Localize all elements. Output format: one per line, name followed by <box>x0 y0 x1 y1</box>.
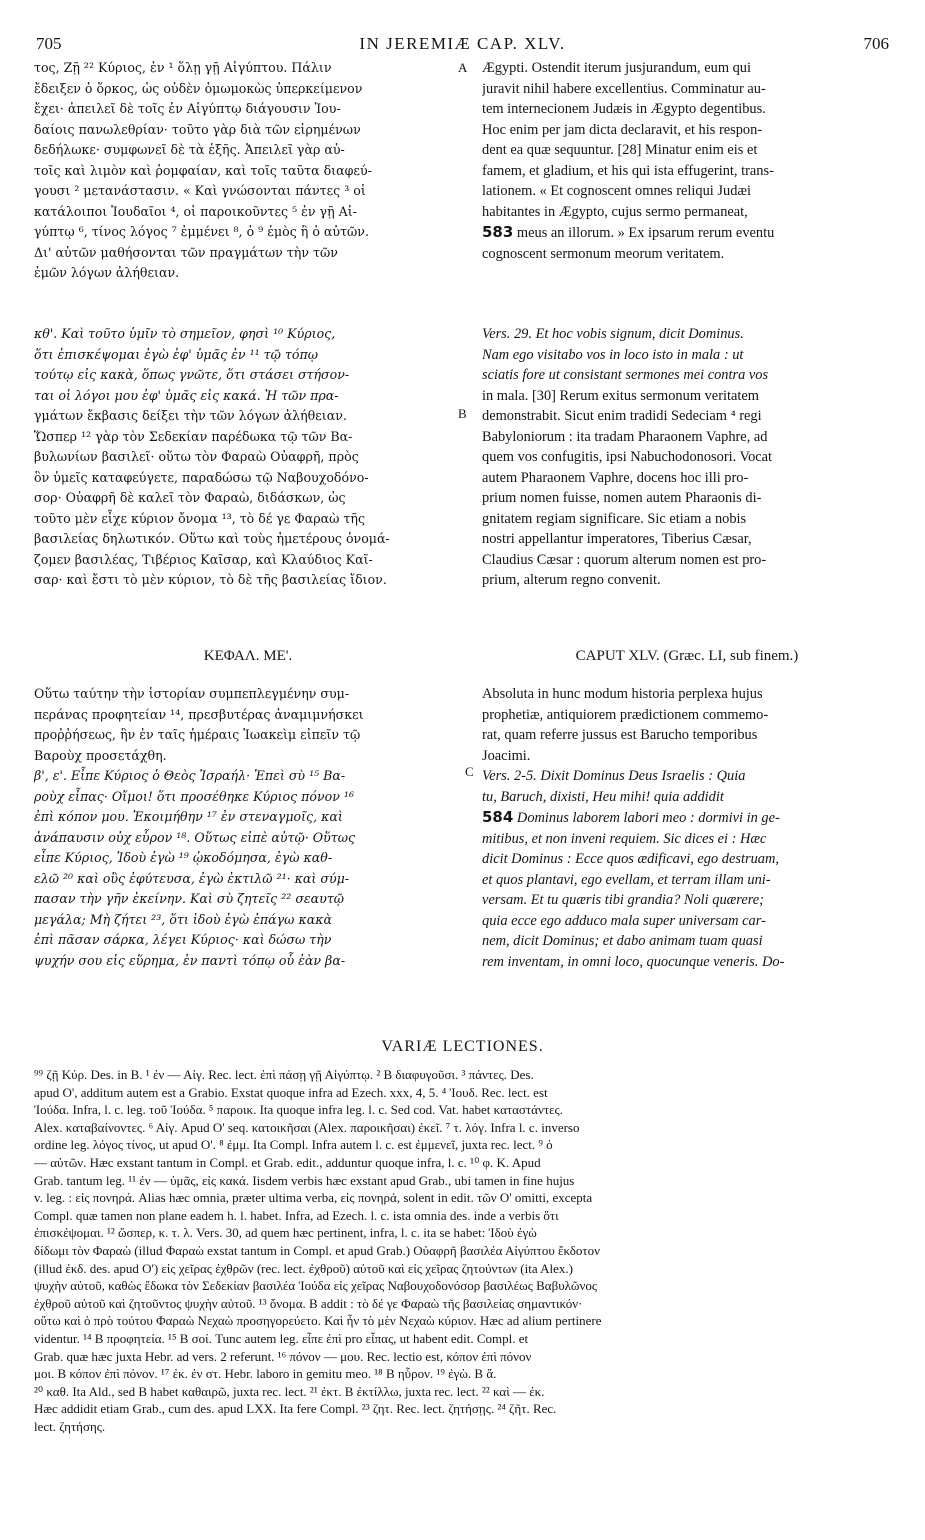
latin-line: prophetiæ, antiquiorem prædictionem commemo- <box>482 706 769 723</box>
latin-line: Joacimi. <box>482 747 531 764</box>
latin-line: tem internecionem Judæis in Ægypto degentibus. <box>482 101 766 117</box>
latin-line: Ægypti. Ostendit iterum jusjurandum, eum qui <box>482 60 752 76</box>
greek-line: σαρ· καὶ ἔστι τὸ μὲν κύριον, τὸ δὲ τῆς βασιλείας ἴδιον. <box>34 572 387 587</box>
greek-line: Βαροὺχ προσετάχθη. <box>34 747 167 763</box>
latin-line: versam. Et tu quæris tibi grandia? Noli quærere; <box>482 892 764 908</box>
greek-line: τοῖς καὶ λιμὸν καὶ ῥομφαίαν, καὶ τοῖς ταῦτα διαφεύ- <box>34 162 372 178</box>
latin-line <box>482 222 892 244</box>
note-line: lect. ζητήσης. <box>34 1418 106 1434</box>
greek-line: ζομεν βασιλέας, Τιβέριος Καῖσαρ, καὶ Κλαύδιος Καῖ- <box>34 551 373 567</box>
latin-line: prium, alterum regno convenit. <box>482 572 661 588</box>
page-number-right: 706 <box>863 34 889 53</box>
note-line: Ἰούδα. Infra, l. c. leg. τοῦ Ἰούδα. ⁵ παροικ. Ita quoque infra leg. l. c. Sed cod. Vat. habet καταστάντες. <box>34 1102 563 1118</box>
latin-line: quem vos confugitis, ipsi Nabuchodonosori. Vocat <box>482 449 773 465</box>
greek-chapter-heading: ΚΕΦΑΛ. ΜΕ'. <box>203 648 293 664</box>
latin-line: sciatis fore ut consistant sermones mei contra vos <box>482 367 769 383</box>
latin-column-top <box>482 58 892 264</box>
latin-line: rat, quam referre jussus est Barucho temporibus <box>482 727 758 743</box>
note-line: apud O', additum autem est a Grabio. Exstat quoque infra ad Ezech. xxx, 4, 5. ⁴ Ἰουδ. Rec. lect. est <box>34 1084 548 1100</box>
greek-line: εἶπε Κύριος, Ἰδοὺ ἐγὼ ¹⁹ ᾠκοδόμησα, ἐγὼ καθ- <box>34 850 333 865</box>
greek-line: τοῦτο μὲν εἶχε κύριον ὄνομα ¹³, τὸ δέ γε Φαραὼ τῆς <box>34 510 365 526</box>
latin-line: tu, Baruch, dixisti, Heu mihi! quia addidit <box>482 788 724 805</box>
greek-line: δεδήλωκε· συμφωνεῖ δὲ τὰ ἑξῆς. Ἀπειλεῖ γὰρ αὐ- <box>34 142 345 157</box>
note-line: Hæc addidit etiam Grab., cum des. apud LXX. Ita fere Compl. ²³ ζητ. Rec. lect. ζητήσῃς. ²⁴ ζῆτ. Rec. <box>34 1401 557 1417</box>
note-line: οὕτω καὶ ὁ πρὸ τούτου Φαραὼ Νεχαὼ προσηγορεύετο. Καὶ ἦν τὸ μὲν Νεχαὼ κύριον. Hæc ad alium pertinere <box>34 1313 602 1329</box>
greek-line: ἀνάπαυσιν οὐχ εὗρον ¹⁸. Οὕτως εἰπὲ αὐτῷ· Οὕτως <box>34 829 356 845</box>
note-line: ²⁰ καθ. Ita Ald., sed B habet καθαιρῶ, juxta rec. lect. ²¹ ἐκτ. B ἐκτίλλω, juxta rec. lect. ²² καὶ — ἐκ. <box>34 1383 545 1399</box>
greek-line: ροὺχ εἶπας· Οἴμοι! ὅτι προσέθηκε Κύριος πόνον ¹⁶ <box>34 788 354 804</box>
latin-line: habitantes in Ægypto, cujus sermo permaneat, <box>482 203 748 220</box>
latin-line: juravit nihil habere excellentius. Comminatur au- <box>482 80 766 97</box>
greek-line: ψυχήν σου εἰς εὕρημα, ἐν παντὶ τόπῳ οὗ ἐὰν βα- <box>34 952 346 968</box>
greek-line: ελῶ ²⁰ καὶ οὓς ἐφύτευσα, ἐγὼ ἐκτιλῶ ²¹· καὶ σύμ- <box>34 870 350 886</box>
latin-line: Claudius Cæsar : quorum alterum nomen est pro- <box>482 551 767 568</box>
latin-line: cognoscent sermonum meorum veritatem. <box>482 245 725 262</box>
note-line: Grab. tantum leg. ¹¹ ἐν — ὑμᾶς, εἰς κακά. Iisdem verbis hæc exstant apud Grab., ubi tamen in fine hujus <box>34 1172 575 1188</box>
greek-line: ἐμῶν λόγων ἀλήθειαν. <box>34 265 180 280</box>
greek-line: βασιλείας δηλωτικόν. Οὕτω καὶ τοὺς ἡμετέρους ὀνομά- <box>34 531 390 546</box>
latin-line: in mala. [30] Rerum exitus sermonum veritatem <box>482 387 759 404</box>
greek-line: προῤῥήσεως, ἣν ἐν ταῖς ἡμέραις Ἰωακεὶμ εἰπεῖν τῷ <box>34 727 361 742</box>
latin-line: autem Pharaonem Vaphre, docens hoc illi pro- <box>482 469 749 486</box>
note-line: videntur. ¹⁴ B προφητεία. ¹⁵ B σοί. Tunc autem leg. εἶπε ἐπὶ pro εἶπας, ut habent edit. Compl. et <box>34 1330 529 1346</box>
latin-line: Nam ego visitabo vos in loco isto in mala : ut <box>482 346 744 363</box>
latin-line: gnitatem regiam significare. Sic etiam a nobis <box>482 510 747 527</box>
note-line: Compl. quæ tamen non plane eadem h. l. habet. Infra, ad Ezech. l. c. ista omnia des. inde a verbis ὅτι <box>34 1207 559 1223</box>
running-header <box>36 34 889 56</box>
greek-line: βυλωνίων βασιλεῖ· οὕτω τὸν Φαραὼ Οὐαφρῆ, πρὸς <box>34 449 359 464</box>
note-line: Alex. καταβαίνοντες. ⁶ Αἰγ. Apud O' seq. κατοικῆσαι (Alex. παροικῆσαι) ἐκεῖ. ⁷ τ. λόγ. Infra l. c. inverso <box>34 1119 580 1135</box>
greek-line: τούτῳ εἰς κακὰ, ὅπως γνῶτε, ὅτι στάσει στήσον- <box>34 367 350 382</box>
greek-line: Δι' αὐτῶν μαθήσονται τῶν πραγμάτων τὴν τῶν <box>34 244 338 260</box>
latin-line: rem inventam, in omni loco, quocunque veneris. Do- <box>482 953 785 970</box>
latin-column-middle <box>482 324 892 591</box>
note-line: ἐπισκέψομαι. ¹² ὥσπερ, κ. τ. λ. Vers. 30, ad quem hæc pertinent, infra, l. c. ita se habet: Ἰδοὺ ἐγὼ <box>34 1225 537 1241</box>
greek-line: πασαν τὴν γῆν ἐκείνην. Καὶ σὺ ζητεῖς ²² σεαυτῷ <box>34 891 345 906</box>
greek-line: δαίοις πανωλεθρίαν· τοῦτο γὰρ διὰ τῶν εἰρημένων <box>34 121 361 137</box>
note-line: — αὐτῶν. Hæc exstant tantum in Compl. et Grab. edit., adduntur quoque infra, l. c. ¹⁰ φ. K. Apud <box>34 1154 541 1170</box>
greek-line: ὅτι ἐπισκέψομαι ἐγὼ ἐφ' ὑμᾶς ἐν ¹¹ τῷ τόπῳ <box>34 346 319 362</box>
note-line: ordine leg. λόγος τίνος, ut apud O'. ⁸ ἐμμ. Ita Compl. Infra autem l. c. est ἐμμενεῖ, juxta rec. lect. ⁹ ὁ <box>34 1137 553 1153</box>
patrologia-page-marker: 583 <box>482 223 514 241</box>
variae-lectiones-notes <box>34 1066 892 1435</box>
latin-line: Vers. 29. Et hoc vobis signum, dicit Dominus. <box>482 326 744 342</box>
variae-lectiones-title: VARIÆ LECTIONES. <box>381 1038 544 1055</box>
greek-line: γουσι ² μετανάστασιν. « Καὶ γνώσονται πάντες ³ οἱ <box>34 183 366 198</box>
greek-line: κατάλοιποι Ἰουδαῖοι ⁴, οἱ παροικοῦντες ⁵ ἐν γῇ Αἰ- <box>34 203 357 219</box>
greek-column-top <box>34 58 462 284</box>
greek-line: τος, Ζῇ ²² Κύριος, ἐν ¹ ὅλῃ γῇ Αἰγύπτου. Πάλιν <box>34 60 332 75</box>
greek-line: ἔχει· ἀπειλεῖ δὲ τοῖς ἐν Αἰγύπτῳ διάγουσιν Ἰου- <box>34 101 341 116</box>
greek-line: ται οἱ λόγοι μου ἐφ' ὑμᾶς εἰς κακά. Ἡ τῶν πρα- <box>34 387 339 403</box>
latin-line-text: Dominus laborem labori meo : dormivi in ge- <box>516 810 780 826</box>
running-title: IN JEREMIÆ CAP. XLV. <box>359 34 566 53</box>
greek-line: κθ'. Καὶ τοῦτο ὑμῖν τὸ σημεῖον, φησὶ ¹⁰ Κύριος, <box>34 326 336 341</box>
greek-line: περάνας προφητείαν ¹⁴, πρεσβυτέρας ἀναμιμνήσκει <box>34 706 364 722</box>
note-line: ψυχὴν αὐτοῦ, καθὼς ἔδωκα τὸν Σεδεκίαν βασιλέα Ἰούδα εἰς χεῖρας Ναβουχοδονόσορ βασιλέως Βαβυλῶνος <box>34 1278 598 1294</box>
note-line: v. leg. : εἰς πονηρά. Alias hæc omnia, præter ultima verba, εἰς πονηρά, solent in edit. τῶν O' omitti, excepta <box>34 1190 593 1206</box>
greek-line: σορ· Οὐαφρῆ δὲ καλεῖ τὸν Φαραὼ, διδάσκων, ὡς <box>34 490 346 505</box>
section-marker-c: C <box>465 764 474 779</box>
note-line: ἐχθροῦ αὐτοῦ καὶ ζητοῦντος ψυχὴν αὐτοῦ. ¹³ ὄνομα. B addit : τὸ δέ γε Φαραὼ τῆς βασιλείας σημαντικόν· <box>34 1295 583 1311</box>
greek-column-middle <box>34 324 462 591</box>
greek-column-bottom <box>34 684 462 971</box>
greek-line: Οὕτω ταύτην τὴν ἱστορίαν συμπεπλεγμένην συμ- <box>34 686 350 701</box>
latin-line: prium nomen fuisse, nomen autem Pharaonis di- <box>482 490 762 506</box>
latin-chapter-heading: CAPUT XLV. (Græc. LI, sub finem.) <box>575 648 799 664</box>
greek-line: γύπτῳ ⁶, τίνος λόγος ⁷ ἐμμένει ⁸, ὁ ⁹ ἐμὸς ἢ ὁ αὐτῶν. <box>34 224 369 239</box>
latin-line: quia ecce ego adduco mala super universam car- <box>482 912 766 929</box>
latin-line: nostri appellantur imperatores, Tiberius Cæsar, <box>482 531 752 547</box>
section-marker-a: A <box>458 60 468 75</box>
section-marker-b: B <box>458 406 467 421</box>
note-line: (illud ἐκδ. des. apud O') εἰς χεῖρας ἐχθρῶν (rec. lect. ἐχθροῦ) αὐτοῦ καὶ εἰς χεῖρας ζητούντων (ita Alex.) <box>34 1260 574 1276</box>
latin-line: mitibus, et non inveni requiem. Sic dices ei : Hæc <box>482 830 767 847</box>
greek-line: γμάτων ἔκβασις δείξει τὴν τῶν λόγων ἀλήθειαν. <box>34 408 347 423</box>
note-line: Grab. quæ hæc juxta Hebr. ad vers. 2 referunt. ¹⁶ πόνον — μου. Rec. lectio est, κόπον ἐπὶ πόνον <box>34 1348 532 1364</box>
greek-line: ἐπὶ κόπον μου. Ἐκοιμήθην ¹⁷ ἐν στεναγμοῖς, καὶ <box>34 809 343 824</box>
latin-line: Hoc enim per jam dicta declaravit, et his respon- <box>482 121 763 138</box>
latin-column-bottom <box>482 684 892 972</box>
greek-line: ὃν ὑμεῖς καταφεύγετε, παραδώσω τῷ Ναβουχοδόνο- <box>34 469 369 485</box>
patrologia-page-marker: 584 <box>482 808 514 826</box>
greek-line: β', ε'. Εἶπε Κύριος ὁ Θεὸς Ἰσραήλ· Ἐπεὶ σὺ ¹⁵ Βα- <box>34 768 346 783</box>
latin-line <box>482 807 892 829</box>
latin-line: Vers. 2-5. Dixit Dominus Deus Israelis : Quia <box>482 768 746 784</box>
latin-line: Absoluta in hunc modum historia perplexa hujus <box>482 686 763 702</box>
latin-line: dicit Dominus : Ecce quos ædificavi, ego destruam, <box>482 851 779 867</box>
greek-line: ἔδειξεν ὁ ὅρκος, ὡς οὐδὲν ὁμωμοκὼς ὑπερκείμενον <box>34 80 363 96</box>
greek-line: ἐπὶ πᾶσαν σάρκα, λέγει Κύριος· καὶ δώσω τὴν <box>34 932 332 947</box>
greek-line: Ὥσπερ ¹² γὰρ τὸν Σεδεκίαν παρέδωκα τῷ τῶν Βα- <box>34 428 353 444</box>
latin-line: dent ea quæ sequuntur. [28] Minatur enim eis et <box>482 142 758 158</box>
latin-line: Babyloniorum : ita tradam Pharaonem Vaphre, ad <box>482 428 768 445</box>
latin-line-text: meus an illorum. » Ex ipsarum rerum eventu <box>516 225 775 241</box>
note-line: ⁹⁹ ζῇ Κύρ. Des. in B. ¹ ἐν — Αἰγ. Rec. lect. ἐπὶ πάσῃ γῇ Αἰγύπτῳ. ² B διαφυγοῦσι. ³ πάντες. Des. <box>34 1067 534 1082</box>
greek-line: μεγάλα; Μὴ ζήτει ²³, ὅτι ἰδοὺ ἐγὼ ἐπάγω κακὰ <box>34 911 332 927</box>
latin-line: et quos plantavi, ego evellam, et terram illam uni- <box>482 871 771 888</box>
latin-line: nem, dicit Dominus; et dabo animam tuam quasi <box>482 933 763 949</box>
page-number-left: 705 <box>36 34 62 53</box>
latin-line: famem, et gladium, et his qui ista effugerint, trans- <box>482 162 774 179</box>
latin-line: lationem. « Et cognoscent omnes reliqui Judæi <box>482 183 751 199</box>
note-line: μοι. B κόπον ἐπὶ πόνον. ¹⁷ ἐκ. ἐν στ. Hebr. laboro in gemitu meo. ¹⁸ B ηὗρον. ¹⁹ ἐγὼ. B ἅ. <box>34 1366 497 1382</box>
note-line: δίδωμι τὸν Φαραὼ (illud Φαραὼ exstat tantum in Compl. et apud Grab.) Οὐαφρῆ βασιλέα Αἰγύπτου ἔκδοτον <box>34 1242 600 1258</box>
latin-line: demonstrabit. Sicut enim tradidi Sedeciam ⁴ regi <box>482 408 762 424</box>
